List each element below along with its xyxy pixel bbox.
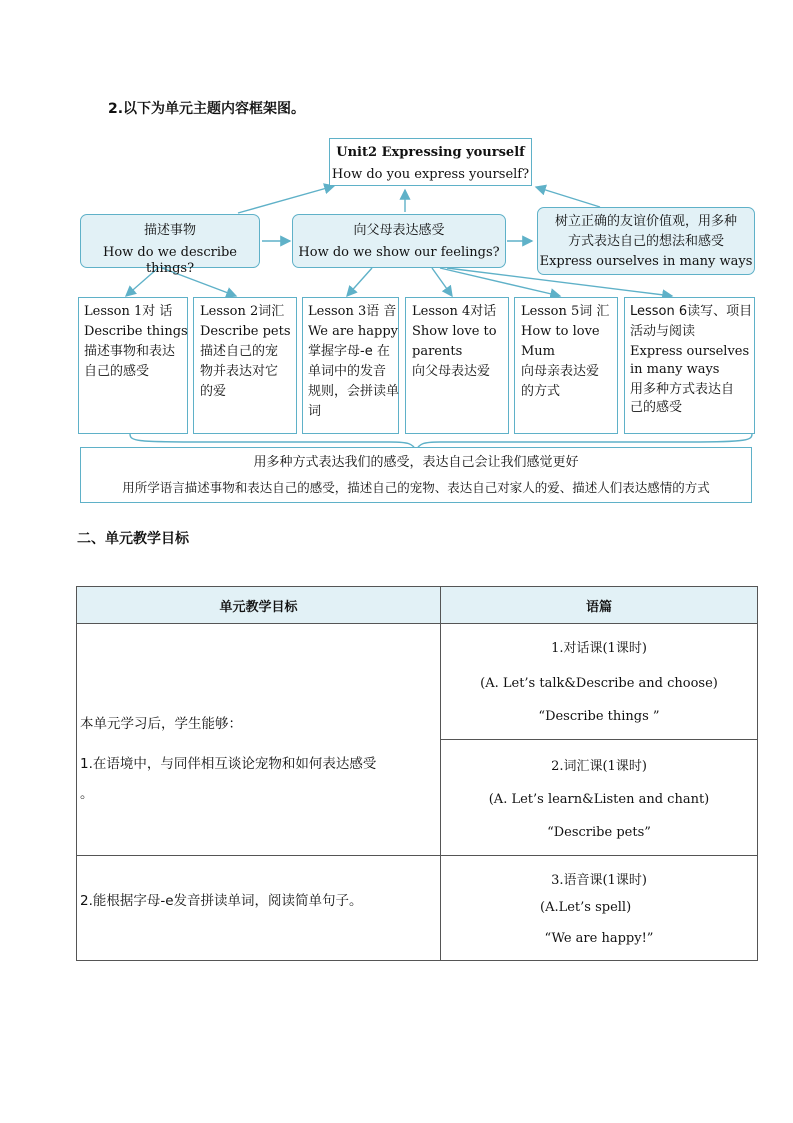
lesson-2-cn2: 物并表达对它 bbox=[200, 364, 279, 379]
lesson-box-3 bbox=[302, 297, 399, 434]
topic-friendship-cn1: 树立正确的友谊价值观，用多种 bbox=[554, 214, 737, 229]
lesson-1-cn2: 自己的感受 bbox=[84, 364, 150, 379]
lesson-box-6 bbox=[624, 297, 755, 434]
lesson-5-cn1: 向母亲表达爱 bbox=[521, 364, 600, 379]
lesson-6-cn3: 己的感受 bbox=[630, 400, 683, 415]
header-text: 语篇 bbox=[441, 587, 758, 624]
lesson-6-cn2: 用多种方式表达自 bbox=[630, 382, 735, 397]
goal-1-line-2: 。 bbox=[80, 786, 94, 802]
lesson-4-cn1: 向父母表达爱 bbox=[412, 364, 491, 379]
summary-box bbox=[80, 447, 752, 503]
goal-cell-2 bbox=[77, 856, 441, 961]
lesson-1-en: Describe things bbox=[84, 324, 188, 339]
topic-feelings-cn: 向父母表达感受 bbox=[353, 223, 445, 238]
text-cell-1 bbox=[441, 624, 758, 740]
topic-box-feelings bbox=[292, 214, 506, 268]
lesson-5-cn2: 的方式 bbox=[521, 384, 561, 399]
goal-cell-1 bbox=[77, 624, 441, 856]
unit-title: Unit2 Expressing yourself bbox=[336, 145, 525, 160]
text-2-part: (A. Let’s learn&Listen and chant) bbox=[488, 792, 710, 807]
lesson-6-cn1: 活动与阅读 bbox=[630, 324, 696, 339]
lesson-5-en1: How to love bbox=[521, 324, 600, 339]
text-1-title: “Describe things ” bbox=[538, 709, 660, 724]
table-header-row bbox=[77, 587, 758, 624]
lesson-3-title: Lesson 3语 音 bbox=[308, 304, 397, 319]
table-row bbox=[77, 856, 758, 961]
lesson-6-en1: Express ourselves bbox=[630, 344, 750, 359]
diagram-section-heading: 2.以下为单元主题内容框架图。 bbox=[108, 101, 306, 117]
unit-title-box bbox=[329, 138, 532, 186]
lesson-5-title: Lesson 5词 汇 bbox=[521, 304, 610, 319]
lesson-box-4 bbox=[405, 297, 509, 434]
goal-1-line-1: 1.在语境中，与同伴相互谈论宠物和如何表达感受 bbox=[80, 756, 377, 772]
lesson-box-2 bbox=[193, 297, 297, 434]
lesson-2-en: Describe pets bbox=[200, 324, 291, 339]
lesson-6-title: Lesson 6读写、项目 bbox=[630, 304, 753, 319]
goals-section-heading: 二、单元教学目标 bbox=[77, 531, 189, 547]
topic-friendship-cn2: 方式表达自己的想法和感受 bbox=[567, 234, 724, 249]
text-2-type: 2.词汇课(1课时) bbox=[551, 759, 647, 774]
lesson-5-en2: Mum bbox=[521, 344, 556, 359]
lesson-3-cn1: 掌握字母-e 在 bbox=[308, 344, 390, 359]
lesson-box-1 bbox=[78, 297, 188, 434]
topic-describe-cn: 描述事物 bbox=[143, 223, 196, 238]
text-2-title: “Describe pets” bbox=[547, 825, 651, 840]
topic-friendship-en: Express ourselves in many ways bbox=[539, 254, 753, 269]
lesson-4-title: Lesson 4对话 bbox=[412, 304, 497, 319]
text-3-type: 3.语音课(1课时) bbox=[551, 873, 647, 888]
lesson-3-cn3: 规则，会拼读单 bbox=[308, 384, 400, 399]
header-goal: 单元教学目标 bbox=[77, 587, 441, 624]
lesson-1-cn1: 描述事物和表达 bbox=[84, 344, 176, 359]
goals-table bbox=[76, 586, 758, 961]
unit-question: How do you express yourself? bbox=[331, 167, 530, 182]
lesson-1-title: Lesson 1对 话 bbox=[84, 304, 173, 319]
summary-line-1: 用多种方式表达我们的感受，表达自己会让我们感觉更好 bbox=[253, 455, 579, 470]
text-3-title: “We are happy!” bbox=[544, 931, 654, 946]
topic-box-describe bbox=[80, 214, 260, 276]
lesson-2-title: Lesson 2词汇 bbox=[200, 304, 285, 319]
lesson-3-cn4: 词 bbox=[308, 404, 322, 419]
topic-box-friendship bbox=[537, 207, 755, 275]
text-cell-2 bbox=[441, 740, 758, 856]
topic-describe-en: How do we describe things? bbox=[102, 245, 237, 276]
lesson-box-5 bbox=[514, 297, 618, 434]
text-3-part: (A.Let’s spell) bbox=[540, 900, 632, 915]
goal-intro: 本单元学习后，学生能够： bbox=[80, 716, 242, 732]
lesson-4-en1: Show love to bbox=[412, 324, 497, 339]
goal-2: 2.能根据字母-e发音拼读单词，阅读简单句子。 bbox=[80, 893, 363, 909]
lesson-2-cn3: 的爱 bbox=[200, 384, 227, 399]
table-row bbox=[77, 624, 758, 740]
text-1-type: 1.对话课(1课时) bbox=[551, 641, 647, 656]
summary-line-2: 用所学语言描述事物和表达自己的感受，描述自己的宠物、表达自己对家人的爱、描述人们表达感情的方式 bbox=[122, 480, 710, 495]
lesson-6-en2: in many ways bbox=[630, 362, 720, 377]
lesson-4-en2: parents bbox=[412, 344, 463, 359]
lesson-3-cn2: 单词中的发音 bbox=[308, 364, 387, 379]
text-1-part: (A. Let’s talk&Describe and choose) bbox=[480, 676, 718, 691]
text-cell-3 bbox=[441, 856, 758, 961]
topic-feelings-en: How do we show our feelings? bbox=[298, 245, 500, 260]
lesson-3-en: We are happy bbox=[308, 324, 399, 339]
lesson-2-cn1: 描述自己的宠 bbox=[200, 344, 279, 359]
